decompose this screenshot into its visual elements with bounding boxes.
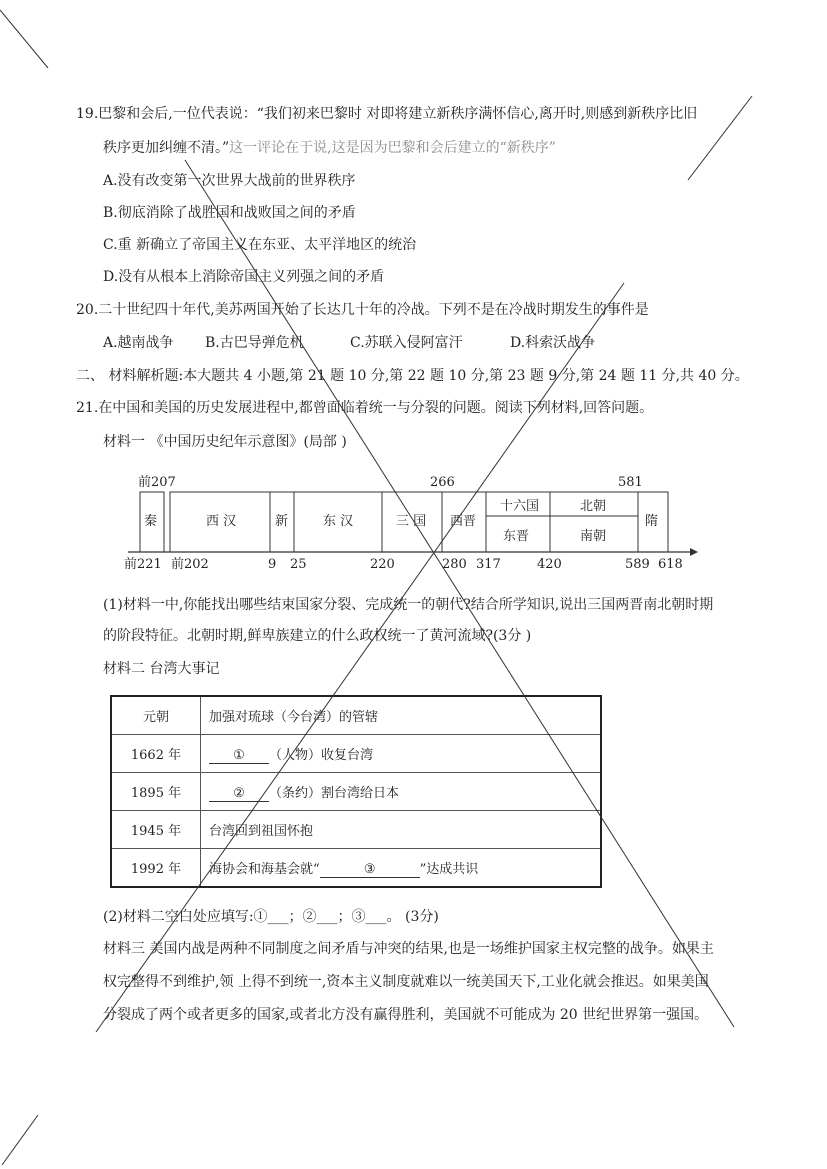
timeline-bottom-label: 317 [476, 557, 501, 572]
fill-blank[interactable]: ② [209, 786, 269, 802]
q20-option-b: B.古巴导弹危机 [205, 335, 304, 351]
q19-option-a: A.没有改变第一次世界大战前的世界秩序 [103, 173, 356, 189]
event-text: （人物）收复台湾 [269, 747, 374, 763]
timeline-bottom-label: 618 [658, 557, 683, 572]
timeline-bottom-label: 25 [290, 557, 307, 572]
timeline-bottom-label: 420 [537, 557, 562, 572]
dynasty-label: 北朝 [580, 499, 607, 514]
fill-blank[interactable]: ③ [320, 862, 420, 878]
dynasty-label: 东晋 [503, 529, 530, 544]
table-cell-year: 1992 年 [111, 849, 201, 888]
material3-line3: 分裂成了两个或者更多的国家,或者北方没有赢得胜利，美国就不可能成为 20 世纪世界第一强国。 [103, 1007, 709, 1023]
timeline-bottom-label: 589 [625, 557, 650, 572]
dynasty-label: 三 国 [396, 514, 427, 529]
dynasty-label: 西 汉 [206, 514, 237, 529]
event-text: ”达成共识 [419, 861, 479, 877]
q20-stem: 20.二十世纪四十年代,美苏两国开始了长达几十年的冷战。下列不是在冷战时期发生的事件是 [76, 302, 649, 318]
event-prefix: 海协会和海基会就“ [209, 861, 320, 877]
material3-line2: 权完整得不到维护,领 上得不到统一,资本主义制度就难以一统美国天下,工业化就会推迟。如果美国 [103, 974, 709, 990]
crossout-stroke [185, 160, 734, 1027]
timeline-bottom-label: 280 [442, 557, 467, 572]
q21-sub1-line1: (1)材料一中,你能找出哪些结束国家分裂、完成统一的朝代?结合所学知识,说出三国两晋南北朝时期 [103, 597, 714, 613]
dynasty-label: 十六国 [500, 499, 540, 514]
q21-stem: 21.在中国和美国的历史发展进程中,都曾面临着统一与分裂的问题。阅读下列材料,回答问题。 [76, 400, 654, 416]
q21-sub1-line2: 的阶段特征。北朝时期,鲜卑族建立的什么政权统一了黄河流域?(3分 ) [103, 628, 532, 644]
timeline-bottom-label: 220 [370, 557, 395, 572]
dynasty-label: 隋 [645, 514, 659, 529]
event-text: （条约）割台湾给日本 [269, 785, 400, 801]
crossout-stroke [2, 1115, 38, 1165]
material3-line1: 材料三 美国内战是两种不同制度之间矛盾与冲突的结果,也是一场维护国家主权完整的战争。如果主 [103, 941, 714, 957]
material1-title: 材料一 《中国历史纪年示意图》(局部 ) [103, 434, 347, 450]
timeline-top-label: 581 [618, 475, 643, 490]
q19-option-b: B.彻底消除了战胜国和战败国之间的矛盾 [103, 205, 356, 221]
q20-option-d: D.科索沃战争 [510, 335, 596, 351]
crossout-stroke [0, 10, 48, 68]
table-cell-event: 台湾回到祖国怀抱 [201, 811, 602, 849]
q19-option-c: C.重 新确立了帝国主义在东亚、太平洋地区的统治 [103, 237, 417, 253]
table-cell-event: 加强对琉球（今台湾）的管辖 [201, 696, 602, 735]
material2-title: 材料二 台湾大事记 [103, 661, 220, 677]
timeline-top-label: 266 [430, 475, 455, 490]
dynasty-label: 南朝 [580, 529, 607, 544]
q20-option-a: A.越南战争 [103, 335, 174, 351]
table-cell-year: 1945 年 [111, 811, 201, 849]
timeline-bottom-label: 9 [268, 557, 277, 572]
crossout-stroke [688, 96, 752, 180]
fill-blank[interactable]: ① [209, 748, 269, 764]
q21-sub2: (2)材料二空白处应填写:①___；②___；③___。 (3分) [103, 909, 439, 925]
q19-stem-line2-a: 秩序更加纠缠不清。” [103, 140, 230, 156]
q20-option-c: C.苏联入侵阿富汗 [350, 335, 463, 351]
q19-option-d: D.没有从根本上消除帝国主义列强之间的矛盾 [103, 269, 385, 285]
q19-stem-line1: 19.巴黎和会后,一位代表说：“我们初来巴黎时 对即将建立新秩序满怀信心,离开时,则感到新秩序比旧 [76, 106, 698, 122]
table-cell-year: 1895 年 [111, 773, 201, 811]
table-cell-year: 元朝 [111, 696, 201, 735]
crossout-stroke [96, 283, 624, 1032]
dynasty-label: 西晋 [450, 514, 477, 529]
section2-heading: 二、 材料解析题:本大题共 4 小题,第 21 题 10 分,第 22 题 10 分,第 23 题 9 分,第 24 题 11 分,共 40 分。 [76, 368, 749, 384]
table-cell-year: 1662 年 [111, 735, 201, 773]
timeline-bottom-label: 前202 [171, 557, 209, 572]
dynasty-label: 秦 [144, 514, 158, 529]
timeline-bottom-label: 前221 [124, 557, 162, 572]
dynasty-label: 东 汉 [323, 514, 354, 529]
q19-stem-line2-b: 这一评论在于说,这是因为巴黎和会后建立的“新秩序” [229, 140, 556, 156]
dynasty-label: 新 [275, 514, 289, 529]
timeline-top-label: 前207 [138, 475, 176, 490]
